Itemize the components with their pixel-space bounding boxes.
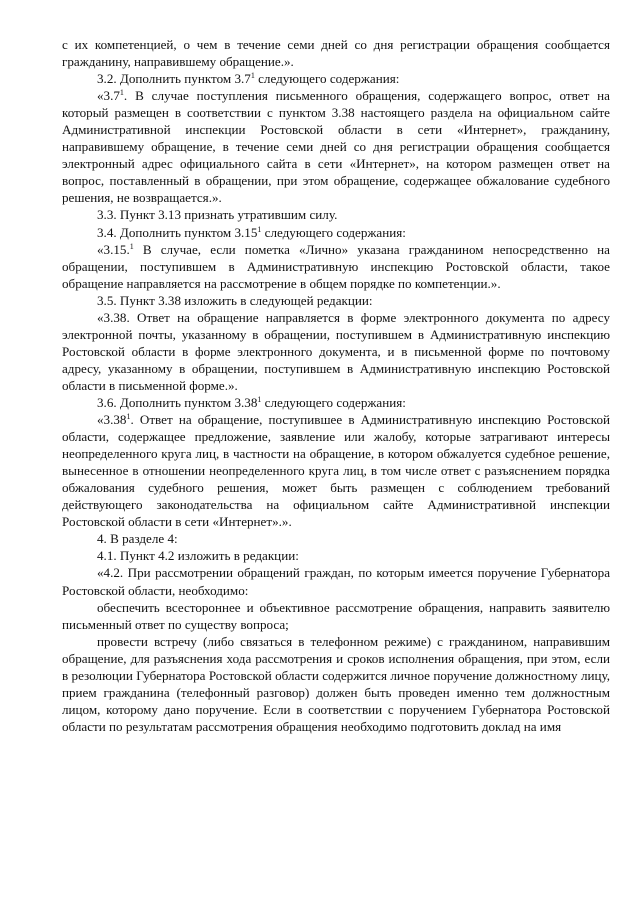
superscript-index: 1 bbox=[129, 241, 134, 251]
paragraph-p10 bbox=[62, 411, 610, 530]
paragraph-text: 3.3. Пункт 3.13 признать утратившим силу. bbox=[97, 207, 338, 223]
superscript-index: 1 bbox=[257, 224, 262, 234]
paragraph-text: 3.5. Пункт 3.38 изложить в следующей редакции: bbox=[97, 292, 373, 308]
paragraph-text: 3.4. Дополнить пунктом 3.15 bbox=[97, 224, 258, 240]
paragraph-p02 bbox=[62, 70, 610, 87]
paragraph-p11 bbox=[62, 530, 610, 547]
superscript-index: 1 bbox=[119, 88, 124, 98]
superscript-index: 1 bbox=[257, 394, 262, 404]
superscript-index: 1 bbox=[250, 71, 255, 81]
paragraph-p03 bbox=[62, 87, 610, 206]
paragraph-p13 bbox=[62, 564, 610, 598]
paragraph-text: с их компетенцией, о чем в течение семи дней со дня регистрации обращения сообщается гражданину, направившему обращение.». bbox=[62, 37, 610, 70]
paragraph-text: В случае, если пометка «Лично» указана гражданином непосредственно на обращении, поступившем в Административную инспекцию Ростовской области, такое обращение направляется на рассмотрение в общем порядке по компетенции.». bbox=[62, 241, 610, 291]
paragraph-p14 bbox=[62, 599, 610, 633]
paragraph-p12 bbox=[62, 547, 610, 564]
document-body bbox=[62, 36, 610, 735]
paragraph-text: «3.7 bbox=[97, 88, 120, 104]
paragraph-text: следующего содержания: bbox=[261, 224, 406, 240]
paragraph-text: 3.6. Дополнить пунктом 3.38 bbox=[97, 394, 258, 410]
paragraph-text: следующего содержания: bbox=[261, 394, 406, 410]
paragraph-p09 bbox=[62, 394, 610, 411]
paragraph-p01 bbox=[62, 36, 610, 70]
paragraph-p05 bbox=[62, 224, 610, 241]
paragraph-text: 3.2. Дополнить пунктом 3.7 bbox=[97, 71, 251, 87]
paragraph-text: обеспечить всестороннее и объективное рассмотрение обращения, направить заявителю письменный ответ по существу вопроса; bbox=[62, 599, 610, 632]
paragraph-text: . В случае поступления письменного обращения, содержащего вопрос, ответ на который размещен в соответствии с пунктом 3.38 настоящего раздела на официальном сайте Административной инспекции Ростовской области в сети «Интернет», гражданину, направившему обращение, в течение семи дней со дня регистрации обращения сообщается электронный адрес официального сайта в сети «Интернет», на котором размещен ответ на вопрос, поставленный в обращении, при этом обращение, содержащее обжалование судебного решения, не возвращается.». bbox=[62, 88, 610, 206]
paragraph-p15 bbox=[62, 633, 610, 735]
paragraph-text: следующего содержания: bbox=[254, 71, 400, 87]
paragraph-text: провести встречу (либо связаться в телефонном режиме) с гражданином, направившим обращение, для разъяснения хода рассмотрения и сроков исполнения обращения, при этом, если в резолюции Губернатора Ростовской области содержится личное поручение должностному лицу, прием гражданина (телефонный разговор) должен быть проведен именно тем должностным лицом, которому дано поручение. Если в соответствии с поручением Губернатора Ростовской области по результатам рассмотрения обращения необходимо подготовить доклад на имя bbox=[62, 633, 610, 734]
paragraph-p08 bbox=[62, 309, 610, 394]
paragraph-text: «4.2. При рассмотрении обращений граждан, по которым имеется поручение Губернатора Ростовской области, необходимо: bbox=[62, 565, 610, 598]
paragraph-text: «3.38 bbox=[97, 412, 127, 428]
paragraph-text: . Ответ на обращение, поступившее в Административную инспекцию Ростовской области, содержащее предложение, заявление или жалобу, которые затрагивают интересы неопределенного круга лиц, в частности на обращение, в котором обжалуется судебное решение, вынесенное в отношении неопределенного круга лиц, в том числе ответ с разъяснением порядка обжалования судебного решения, может быть размещен с соблюдением требований действующего законодательства на официальном сайте Административной инспекции Ростовской области в сети «Интернет».». bbox=[62, 412, 610, 530]
paragraph-text: 4. В разделе 4: bbox=[97, 531, 178, 547]
paragraph-text: «3.38. Ответ на обращение направляется в форме электронного документа по адресу электронной почты, указанному в обращении, поступившем в Административную инспекцию Ростовской области в форме электронного документа, и в письменной форме по почтовому адресу, указанному в обращении, поступившем в Административную инспекцию Ростовской области в письменной форме.». bbox=[62, 309, 610, 393]
superscript-index: 1 bbox=[126, 412, 131, 422]
paragraph-text: 4.1. Пункт 4.2 изложить в редакции: bbox=[97, 548, 299, 564]
paragraph-text: «3.15. bbox=[97, 241, 130, 257]
paragraph-p06 bbox=[62, 241, 610, 292]
paragraph-p04 bbox=[62, 206, 610, 223]
paragraph-p07 bbox=[62, 292, 610, 309]
